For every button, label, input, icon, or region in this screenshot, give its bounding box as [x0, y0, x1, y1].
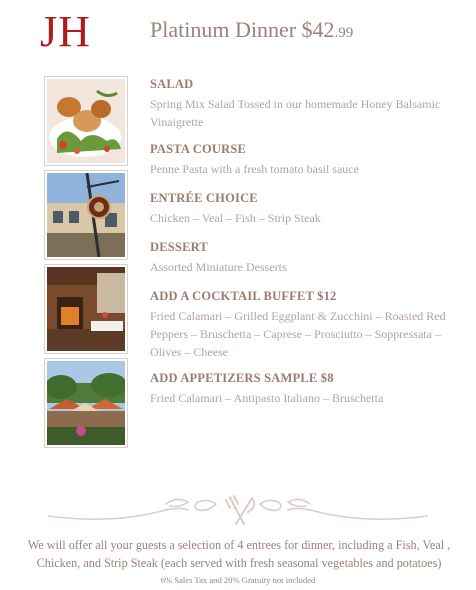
patio-image: [47, 361, 125, 445]
salad-image: [47, 79, 125, 163]
course-title: ENTRÉE CHOICE: [150, 191, 258, 205]
title-cents: .99: [334, 25, 354, 41]
course-entree: [150, 190, 470, 227]
logo: JH: [40, 7, 91, 56]
course-title: ADD APPETIZERS SAMPLE $8: [150, 371, 334, 385]
course-title: DESSERT: [150, 240, 208, 254]
course-salad: [150, 76, 470, 131]
course-title: SALAD: [150, 77, 194, 91]
course-list: [150, 76, 470, 419]
course-cocktail-buffet: [150, 288, 470, 361]
salad-photo: [44, 76, 128, 166]
course-title: ADD A COCKTAIL BUFFET $12: [150, 289, 337, 303]
course-appetizers: [150, 370, 470, 407]
footer-note: 6% Sales Tax and 20% Gratuity not included: [160, 575, 316, 585]
dining-room-photo: [44, 264, 128, 354]
dining-image: [47, 267, 125, 351]
course-description: Spring Mix Salad Tossed in our homemade Honey Balsamic Vinaigrette: [150, 97, 441, 129]
page-title: [150, 16, 353, 47]
course-description: Chicken – Veal – Fish – Strip Steak: [150, 211, 321, 225]
course-description: Assorted Miniature Desserts: [150, 260, 287, 274]
photo-column: [44, 76, 128, 452]
fork-and-knife-flourish-icon: [48, 494, 428, 528]
course-description: Fried Calamari – Antipasto Italiano – Bruschetta: [150, 391, 384, 405]
restaurant-exterior-photo: [44, 170, 128, 260]
footer-text: We will offer all your guests a selection of 4 entrees for dinner, including a Fish, Veal , Chicken, and Strip Steak (each served with fresh seasonal vegetables and potatoes): [27, 538, 451, 570]
course-description: Fried Calamari – Grilled Eggplant & Zucchini – Roasted Red Peppers – Bruschetta – Caprese – Prosciutto – Soppressata – Olives – Cheese: [150, 309, 446, 359]
course-description: Penne Pasta with a fresh tomato basil sauce: [150, 162, 359, 176]
course-dessert: [150, 239, 470, 276]
patio-photo: [44, 358, 128, 448]
course-pasta: [150, 141, 470, 178]
course-title: PASTA COURSE: [150, 142, 247, 156]
title-price: Platinum Dinner $42: [150, 17, 335, 42]
exterior-image: [47, 173, 125, 257]
